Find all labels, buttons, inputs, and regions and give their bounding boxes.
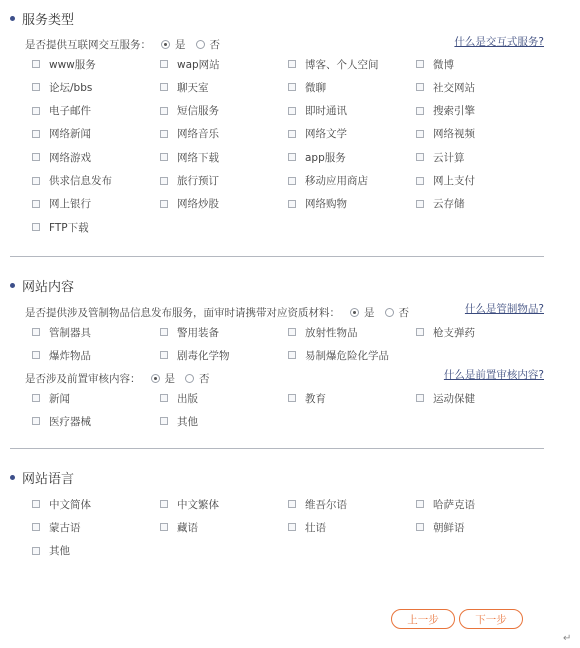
next-step-button[interactable]: 下一步 xyxy=(459,609,523,629)
service-type-checkbox-item[interactable] xyxy=(32,56,96,72)
service-type-checkbox-label: 搜索引擎 xyxy=(433,105,475,118)
checkbox-icon xyxy=(416,153,424,161)
pre-review-checkbox-item[interactable] xyxy=(32,390,70,406)
pre-review-no-radio[interactable] xyxy=(185,371,210,386)
site-language-checkbox-label: 中文简体 xyxy=(49,498,91,511)
checkbox-icon xyxy=(416,500,424,508)
service-type-checkbox-label: 网络购物 xyxy=(305,198,347,211)
checkbox-icon xyxy=(160,417,168,425)
site-language-checkbox-grid xyxy=(32,496,552,564)
controlled-items-help-link[interactable]: 什么是管制物品? xyxy=(464,303,544,315)
service-type-checkbox-item[interactable] xyxy=(416,196,465,212)
service-type-checkbox-item[interactable] xyxy=(288,149,346,165)
interactive-service-question-text: 是否提供互联网交互服务： xyxy=(25,38,151,51)
controlled-items-checkbox-label: 易制爆危险化学品 xyxy=(305,349,389,362)
controlled-items-checkbox-label: 枪支弹药 xyxy=(433,326,475,339)
radio-unselected-icon xyxy=(185,374,194,383)
service-type-checkbox-item[interactable] xyxy=(160,126,219,142)
checkbox-icon xyxy=(288,60,296,68)
pre-review-checkbox-grid xyxy=(32,390,552,434)
site-language-checkbox-label: 维吾尔语 xyxy=(305,498,347,511)
service-type-checkbox-item[interactable] xyxy=(160,196,219,212)
service-type-checkbox-item[interactable] xyxy=(416,79,475,95)
site-language-checkbox-label: 藏语 xyxy=(177,521,198,534)
controlled-items-checkbox-item[interactable] xyxy=(160,347,230,363)
service-type-checkbox-item[interactable] xyxy=(288,196,347,212)
controlled-items-no-radio[interactable] xyxy=(385,305,410,320)
service-type-checkbox-item[interactable] xyxy=(288,103,347,119)
site-language-checkbox-item[interactable] xyxy=(32,496,91,512)
site-language-title-text: 网站语言 xyxy=(22,471,75,487)
service-type-checkbox-label: 网络炒股 xyxy=(177,198,219,211)
radio-selected-icon xyxy=(350,308,359,317)
checkbox-icon xyxy=(288,351,296,359)
pre-review-checkbox-label: 医疗器械 xyxy=(49,415,91,428)
checkbox-icon xyxy=(32,60,40,68)
controlled-items-checkbox-item[interactable] xyxy=(288,324,358,340)
bullet-icon xyxy=(10,283,15,288)
site-language-checkbox-item[interactable] xyxy=(160,496,219,512)
controlled-items-checkbox-item[interactable] xyxy=(288,347,389,363)
service-type-checkbox-item[interactable] xyxy=(416,103,475,119)
service-type-checkbox-item[interactable] xyxy=(288,79,326,95)
pre-review-yes-radio[interactable] xyxy=(151,371,176,386)
radio-label-yes: 是 xyxy=(175,38,186,51)
return-mark: ↵ xyxy=(563,633,572,644)
service-type-checkbox-item[interactable] xyxy=(32,126,91,142)
service-type-checkbox-label: 聊天室 xyxy=(177,81,209,94)
service-type-checkbox-item[interactable] xyxy=(416,149,465,165)
site-language-checkbox-label: 哈萨克语 xyxy=(433,498,475,511)
service-type-checkbox-label: 博客、个人空间 xyxy=(305,58,379,71)
controlled-items-question xyxy=(25,304,409,320)
site-language-checkbox-item[interactable] xyxy=(32,543,70,559)
service-type-checkbox-item[interactable] xyxy=(416,56,454,72)
service-type-checkbox-label: 供求信息发布 xyxy=(49,175,112,187)
checkbox-icon xyxy=(32,417,40,425)
pre-review-checkbox-item[interactable] xyxy=(416,390,475,406)
site-content-title xyxy=(10,276,74,294)
service-type-checkbox-item[interactable] xyxy=(160,103,219,119)
checkbox-icon xyxy=(416,83,424,91)
service-type-checkbox-item[interactable] xyxy=(416,173,475,189)
service-type-checkbox-label: 社交网站 xyxy=(433,81,475,94)
checkbox-icon xyxy=(288,200,296,208)
service-type-checkbox-item[interactable] xyxy=(32,196,91,212)
site-language-checkbox-item[interactable] xyxy=(160,519,198,535)
pre-review-checkbox-label: 出版 xyxy=(177,392,198,405)
controlled-items-checkbox-label: 警用装备 xyxy=(177,326,219,339)
checkbox-icon xyxy=(160,153,168,161)
interactive-service-no-radio[interactable] xyxy=(196,37,221,52)
pre-review-checkbox-label: 新闻 xyxy=(49,392,70,405)
checkbox-icon xyxy=(160,60,168,68)
service-type-checkbox-label: www服务 xyxy=(49,58,96,71)
checkbox-icon xyxy=(160,523,168,531)
controlled-items-checkbox-item[interactable] xyxy=(160,324,219,340)
service-type-checkbox-item[interactable] xyxy=(288,126,347,142)
section-divider xyxy=(10,256,544,257)
checkbox-icon xyxy=(160,500,168,508)
site-language-checkbox-label: 中文繁体 xyxy=(177,498,219,511)
controlled-items-yes-radio[interactable] xyxy=(350,305,375,320)
checkbox-icon xyxy=(32,153,40,161)
checkbox-icon xyxy=(32,394,40,402)
service-type-checkbox-label: 网络视频 xyxy=(433,128,475,141)
radio-selected-icon xyxy=(161,40,170,49)
service-type-checkbox-item[interactable] xyxy=(160,149,219,165)
site-language-title xyxy=(10,468,74,486)
controlled-items-checkbox-label: 管制器具 xyxy=(49,326,91,339)
checkbox-icon xyxy=(32,500,40,508)
checkbox-icon xyxy=(288,394,296,402)
service-type-checkbox-label: 网络游戏 xyxy=(49,151,91,164)
service-type-checkbox-item[interactable] xyxy=(32,103,91,119)
pre-review-checkbox-label: 教育 xyxy=(305,392,326,405)
service-type-checkbox-label: 电子邮件 xyxy=(49,105,91,118)
checkbox-icon xyxy=(32,130,40,138)
checkbox-icon xyxy=(160,83,168,91)
service-type-checkbox-label: 网络文学 xyxy=(305,128,347,141)
checkbox-icon xyxy=(160,130,168,138)
checkbox-icon xyxy=(288,500,296,508)
service-type-checkbox-item[interactable] xyxy=(32,219,89,235)
service-type-checkbox-label: FTP下载 xyxy=(49,221,89,234)
bullet-icon xyxy=(10,475,15,480)
checkbox-icon xyxy=(416,523,424,531)
service-type-checkbox-label: 即时通讯 xyxy=(305,105,347,118)
radio-label-no: 否 xyxy=(209,38,220,51)
checkbox-icon xyxy=(160,328,168,336)
controlled-items-checkbox-item[interactable] xyxy=(32,347,91,363)
checkbox-icon xyxy=(288,153,296,161)
pre-review-question-text: 是否涉及前置审核内容： xyxy=(25,372,141,385)
service-type-checkbox-item[interactable] xyxy=(32,173,112,189)
pre-review-checkbox-item[interactable] xyxy=(160,390,198,406)
interactive-service-question xyxy=(25,36,220,52)
site-language-checkbox-label: 朝鲜语 xyxy=(433,521,465,534)
site-language-checkbox-item[interactable] xyxy=(32,519,81,535)
checkbox-icon xyxy=(416,328,424,336)
checkbox-icon xyxy=(288,83,296,91)
site-language-checkbox-item[interactable] xyxy=(288,519,326,535)
service-type-checkbox-item[interactable] xyxy=(160,79,209,95)
radio-unselected-icon xyxy=(385,308,394,317)
site-language-checkbox-item[interactable] xyxy=(416,519,465,535)
service-type-checkbox-item[interactable] xyxy=(288,173,368,189)
service-type-checkbox-item[interactable] xyxy=(288,56,379,72)
site-language-checkbox-item[interactable] xyxy=(288,496,347,512)
service-type-checkbox-label: 网上支付 xyxy=(433,175,475,187)
site-language-checkbox-item[interactable] xyxy=(416,496,475,512)
service-type-checkbox-label: 论坛/bbs xyxy=(49,81,93,94)
service-type-checkbox-grid xyxy=(32,56,552,236)
service-type-checkbox-label: 旅行预订 xyxy=(177,175,219,187)
radio-label-yes: 是 xyxy=(164,372,175,385)
checkbox-icon xyxy=(416,200,424,208)
service-type-title-text: 服务类型 xyxy=(22,12,75,28)
controlled-items-checkbox-label: 剧毒化学物 xyxy=(177,349,230,362)
checkbox-icon xyxy=(32,523,40,531)
pre-review-help-link[interactable]: 什么是前置审核内容? xyxy=(443,369,544,381)
service-type-checkbox-item[interactable] xyxy=(416,126,475,142)
bullet-icon xyxy=(10,16,15,21)
service-type-title xyxy=(10,9,74,27)
checkbox-icon xyxy=(288,523,296,531)
checkbox-icon xyxy=(32,223,40,231)
radio-selected-icon xyxy=(151,374,160,383)
service-type-checkbox-label: wap网站 xyxy=(177,58,220,71)
radio-label-no: 否 xyxy=(398,306,409,319)
checkbox-icon xyxy=(32,351,40,359)
site-language-checkbox-label: 蒙古语 xyxy=(49,521,81,534)
service-type-checkbox-label: 云计算 xyxy=(433,151,465,164)
service-type-checkbox-label: 网上银行 xyxy=(49,198,91,211)
checkbox-icon xyxy=(416,60,424,68)
checkbox-icon xyxy=(288,177,296,185)
service-type-checkbox-label: app服务 xyxy=(305,151,346,164)
service-type-checkbox-label: 短信服务 xyxy=(177,105,219,118)
interactive-service-help-link[interactable]: 什么是交互式服务? xyxy=(454,36,544,48)
checkbox-icon xyxy=(160,394,168,402)
checkbox-icon xyxy=(32,177,40,185)
checkbox-icon xyxy=(160,200,168,208)
service-type-checkbox-label: 网络新闻 xyxy=(49,128,91,141)
controlled-items-checkbox-label: 放射性物品 xyxy=(305,326,358,339)
checkbox-icon xyxy=(160,107,168,115)
service-type-checkbox-item[interactable] xyxy=(160,173,219,189)
checkbox-icon xyxy=(416,177,424,185)
pre-review-checkbox-item[interactable] xyxy=(288,390,326,406)
service-type-checkbox-label: 网络下载 xyxy=(177,151,219,164)
service-type-checkbox-label: 微聊 xyxy=(305,81,326,94)
interactive-service-yes-radio[interactable] xyxy=(161,37,186,52)
controlled-items-checkbox-label: 爆炸物品 xyxy=(49,349,91,362)
checkbox-icon xyxy=(32,107,40,115)
controlled-items-checkbox-item[interactable] xyxy=(32,324,91,340)
controlled-items-question-text: 是否提供涉及管制物品信息发布服务，面审时请携带对应资质材料： xyxy=(25,306,340,319)
checkbox-icon xyxy=(288,328,296,336)
service-type-checkbox-label: 网络音乐 xyxy=(177,128,219,141)
pre-review-checkbox-label: 运动保健 xyxy=(433,392,475,405)
checkbox-icon xyxy=(32,328,40,336)
service-type-checkbox-label: 云存储 xyxy=(433,198,465,211)
radio-label-yes: 是 xyxy=(364,306,375,319)
site-language-checkbox-label: 其他 xyxy=(49,545,70,558)
pre-review-checkbox-item[interactable] xyxy=(32,413,91,429)
checkbox-icon xyxy=(288,107,296,115)
service-type-checkbox-item[interactable] xyxy=(160,56,220,72)
checkbox-icon xyxy=(416,130,424,138)
pre-review-question xyxy=(25,370,210,386)
checkbox-icon xyxy=(416,394,424,402)
service-type-checkbox-label: 微博 xyxy=(433,58,454,71)
service-type-checkbox-item[interactable] xyxy=(32,79,92,95)
checkbox-icon xyxy=(160,351,168,359)
prev-step-button[interactable]: 上一步 xyxy=(391,609,455,629)
checkbox-icon xyxy=(32,83,40,91)
site-content-title-text: 网站内容 xyxy=(22,279,75,295)
section-divider xyxy=(10,448,544,449)
pre-review-checkbox-item[interactable] xyxy=(160,413,198,429)
checkbox-icon xyxy=(32,200,40,208)
radio-unselected-icon xyxy=(196,40,205,49)
site-language-checkbox-label: 壮语 xyxy=(305,521,326,534)
service-type-checkbox-item[interactable] xyxy=(32,149,91,165)
radio-label-no: 否 xyxy=(199,372,210,385)
service-type-checkbox-label: 移动应用商店 xyxy=(305,175,368,187)
checkbox-icon xyxy=(160,177,168,185)
pre-review-checkbox-label: 其他 xyxy=(177,415,198,428)
controlled-items-checkbox-grid xyxy=(32,324,552,368)
checkbox-icon xyxy=(32,547,40,555)
checkbox-icon xyxy=(288,130,296,138)
controlled-items-checkbox-item[interactable] xyxy=(416,324,475,340)
checkbox-icon xyxy=(416,107,424,115)
